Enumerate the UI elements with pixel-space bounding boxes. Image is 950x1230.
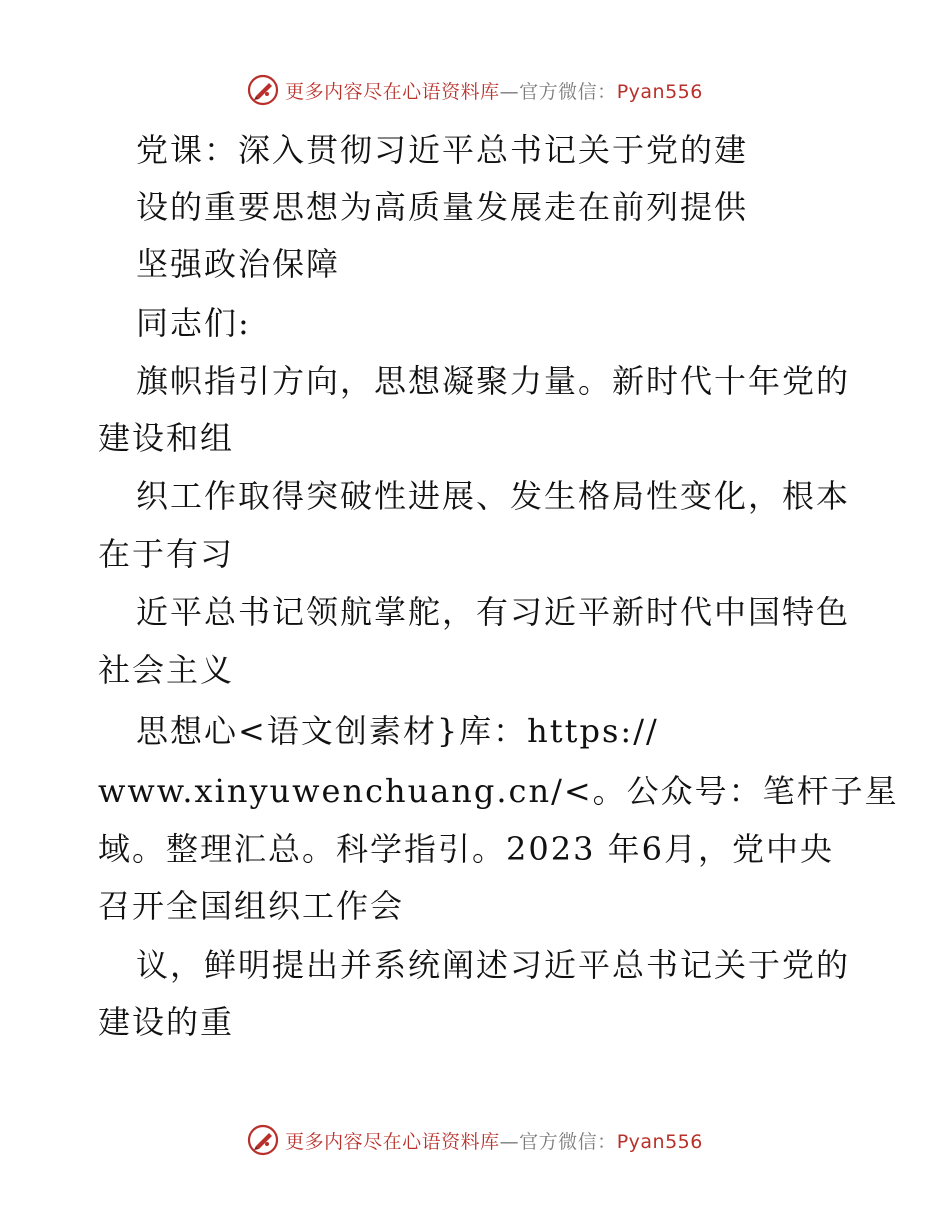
paragraph-line: 域。整理汇总。科学指引。2023 年6月，党中央	[98, 830, 834, 868]
title-line-3: 坚强政治保障	[136, 245, 341, 283]
paragraph-line: 社会主义	[98, 651, 235, 689]
paragraph-line: 建设的重	[98, 1003, 235, 1041]
watermark-wechat-id: Pyan556	[616, 1130, 703, 1153]
watermark-wechat-label: —官方微信：	[499, 1130, 617, 1153]
pen-in-circle-logo	[247, 74, 279, 106]
paragraph-line: 旗帜指引方向，思想凝聚力量。新时代十年党的	[136, 362, 851, 400]
watermark-site: 更多内容尽在心语资料库	[285, 1130, 500, 1153]
paragraph-line: 建设和组	[98, 419, 235, 457]
watermark-text	[285, 1127, 703, 1154]
paragraph-line: 织工作取得突破性进展、发生格局性变化，根本	[136, 477, 851, 515]
paragraph-line: 召开全国组织工作会	[98, 887, 405, 925]
header-watermark	[0, 72, 950, 108]
watermark-text	[285, 77, 703, 104]
paragraph-line: www.xinyuwenchuang.cn/<。公众号：笔杆子星	[98, 772, 899, 810]
title-line-1: 党课：深入贯彻习近平总书记关于党的建	[136, 131, 749, 169]
watermark-wechat-label: —官方微信：	[499, 80, 617, 103]
title-line-2: 设的重要思想为高质量发展走在前列提供	[136, 188, 749, 226]
paragraph-line: 近平总书记领航掌舵，有习近平新时代中国特色	[136, 593, 851, 631]
paragraph-line: 议，鲜明提出并系统阐述习近平总书记关于党的	[136, 946, 851, 984]
footer-watermark	[0, 1122, 950, 1158]
watermark-site: 更多内容尽在心语资料库	[285, 80, 500, 103]
watermark-wechat-id: Pyan556	[616, 80, 703, 103]
paragraph-line: 在于有习	[98, 535, 235, 573]
pen-in-circle-logo	[247, 1124, 279, 1156]
greeting: 同志们:	[136, 304, 251, 342]
paragraph-line: 思想心<语文创素材}库：https://	[136, 712, 659, 750]
